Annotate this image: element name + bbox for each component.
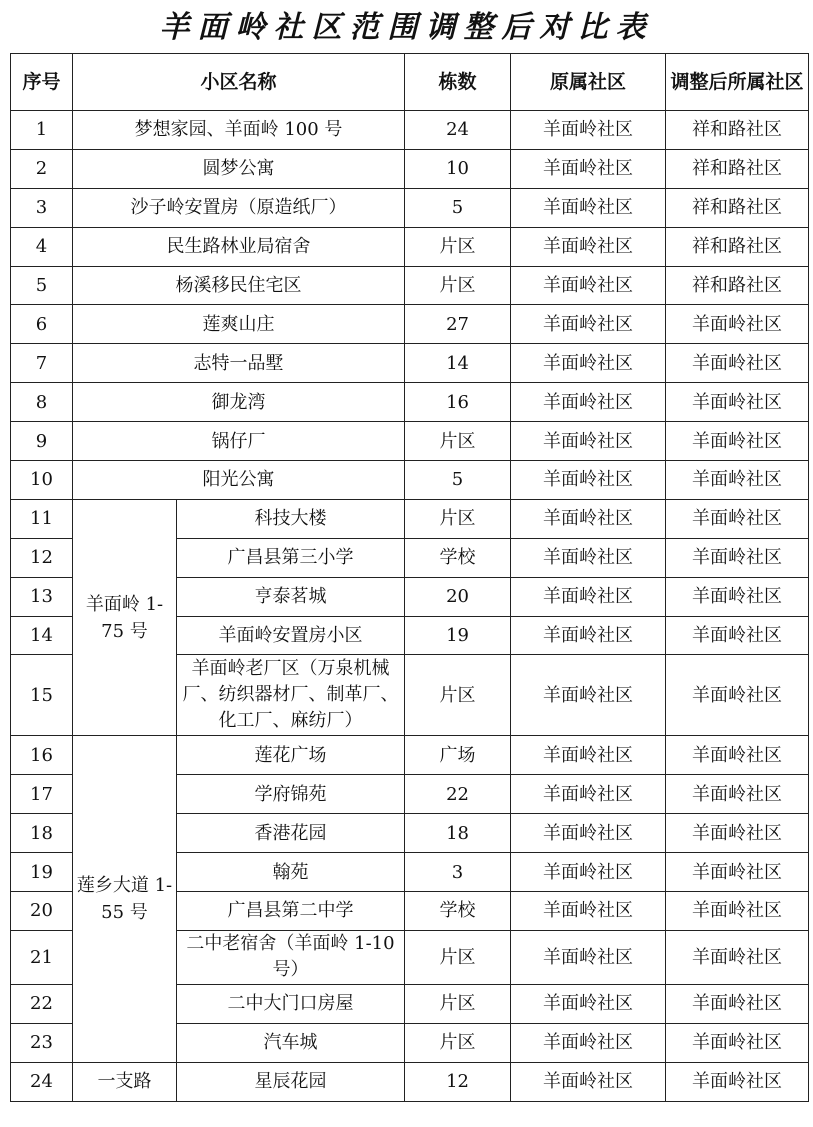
row-new-community: 羊面岭社区 bbox=[666, 344, 809, 383]
table-row bbox=[11, 499, 809, 538]
row-index: 18 bbox=[11, 814, 73, 853]
row-index: 6 bbox=[11, 305, 73, 344]
row-index: 10 bbox=[11, 461, 73, 500]
row-original-community: 羊面岭社区 bbox=[511, 1062, 666, 1101]
row-index: 12 bbox=[11, 538, 73, 577]
row-new-community: 羊面岭社区 bbox=[666, 775, 809, 814]
row-new-community: 祥和路社区 bbox=[666, 149, 809, 188]
row-name: 汽车城 bbox=[177, 1023, 405, 1062]
header-index: 序号 bbox=[11, 54, 73, 111]
row-count: 片区 bbox=[405, 422, 511, 461]
row-name: 御龙湾 bbox=[73, 383, 405, 422]
row-name: 志特一品墅 bbox=[73, 344, 405, 383]
row-new-community: 羊面岭社区 bbox=[666, 1023, 809, 1062]
row-original-community: 羊面岭社区 bbox=[511, 383, 666, 422]
table-row bbox=[11, 149, 809, 188]
row-new-community: 祥和路社区 bbox=[666, 188, 809, 227]
row-original-community: 羊面岭社区 bbox=[511, 422, 666, 461]
row-count: 19 bbox=[405, 616, 511, 655]
row-index: 7 bbox=[11, 344, 73, 383]
row-name: 梦想家园、羊面岭 100 号 bbox=[73, 111, 405, 150]
row-index: 9 bbox=[11, 422, 73, 461]
row-name: 广昌县第二中学 bbox=[177, 892, 405, 931]
row-original-community: 羊面岭社区 bbox=[511, 266, 666, 305]
table-row bbox=[11, 422, 809, 461]
table-row bbox=[11, 227, 809, 266]
row-new-community: 祥和路社区 bbox=[666, 227, 809, 266]
row-count: 20 bbox=[405, 577, 511, 616]
row-count: 3 bbox=[405, 853, 511, 892]
row-index: 20 bbox=[11, 892, 73, 931]
row-index: 21 bbox=[11, 930, 73, 984]
row-new-community: 羊面岭社区 bbox=[666, 736, 809, 775]
row-original-community: 羊面岭社区 bbox=[511, 149, 666, 188]
row-group: 羊面岭 1-75 号 bbox=[73, 499, 177, 736]
row-index: 16 bbox=[11, 736, 73, 775]
row-original-community: 羊面岭社区 bbox=[511, 775, 666, 814]
row-name: 民生路林业局宿舍 bbox=[73, 227, 405, 266]
row-index: 11 bbox=[11, 499, 73, 538]
row-new-community: 羊面岭社区 bbox=[666, 853, 809, 892]
row-count: 16 bbox=[405, 383, 511, 422]
row-count: 学校 bbox=[405, 892, 511, 931]
row-original-community: 羊面岭社区 bbox=[511, 814, 666, 853]
row-new-community: 羊面岭社区 bbox=[666, 422, 809, 461]
row-original-community: 羊面岭社区 bbox=[511, 984, 666, 1023]
row-name: 沙子岭安置房（原造纸厂） bbox=[73, 188, 405, 227]
row-original-community: 羊面岭社区 bbox=[511, 305, 666, 344]
row-original-community: 羊面岭社区 bbox=[511, 892, 666, 931]
row-new-community: 羊面岭社区 bbox=[666, 655, 809, 736]
table-row bbox=[11, 736, 809, 775]
row-new-community: 羊面岭社区 bbox=[666, 1062, 809, 1101]
row-index: 13 bbox=[11, 577, 73, 616]
row-count: 片区 bbox=[405, 984, 511, 1023]
row-original-community: 羊面岭社区 bbox=[511, 577, 666, 616]
row-name: 亨泰茗城 bbox=[177, 577, 405, 616]
row-index: 2 bbox=[11, 149, 73, 188]
row-count: 5 bbox=[405, 188, 511, 227]
row-new-community: 祥和路社区 bbox=[666, 111, 809, 150]
row-index: 14 bbox=[11, 616, 73, 655]
row-new-community: 羊面岭社区 bbox=[666, 461, 809, 500]
row-index: 15 bbox=[11, 655, 73, 736]
row-new-community: 羊面岭社区 bbox=[666, 616, 809, 655]
document-title: 羊面岭社区范围调整后对比表 bbox=[159, 10, 654, 45]
row-name: 香港花园 bbox=[177, 814, 405, 853]
row-new-community: 羊面岭社区 bbox=[666, 305, 809, 344]
row-new-community: 羊面岭社区 bbox=[666, 499, 809, 538]
row-name: 羊面岭老厂区（万泉机械厂、纺织器材厂、制革厂、化工厂、麻纺厂） bbox=[177, 655, 405, 736]
row-group: 一支路 bbox=[73, 1062, 177, 1101]
header-name: 小区名称 bbox=[73, 54, 405, 111]
header-row bbox=[11, 54, 809, 111]
table-row bbox=[11, 1062, 809, 1101]
row-count: 12 bbox=[405, 1062, 511, 1101]
row-original-community: 羊面岭社区 bbox=[511, 188, 666, 227]
row-count: 片区 bbox=[405, 655, 511, 736]
row-original-community: 羊面岭社区 bbox=[511, 853, 666, 892]
row-original-community: 羊面岭社区 bbox=[511, 930, 666, 984]
row-new-community: 羊面岭社区 bbox=[666, 538, 809, 577]
row-name: 阳光公寓 bbox=[73, 461, 405, 500]
row-new-community: 羊面岭社区 bbox=[666, 892, 809, 931]
row-name: 星辰花园 bbox=[177, 1062, 405, 1101]
row-count: 片区 bbox=[405, 930, 511, 984]
row-index: 4 bbox=[11, 227, 73, 266]
row-name: 翰苑 bbox=[177, 853, 405, 892]
row-count: 18 bbox=[405, 814, 511, 853]
row-original-community: 羊面岭社区 bbox=[511, 616, 666, 655]
row-name: 二中大门口房屋 bbox=[177, 984, 405, 1023]
row-name: 圆梦公寓 bbox=[73, 149, 405, 188]
row-original-community: 羊面岭社区 bbox=[511, 655, 666, 736]
row-name: 锅仔厂 bbox=[73, 422, 405, 461]
row-count: 片区 bbox=[405, 1023, 511, 1062]
row-count: 学校 bbox=[405, 538, 511, 577]
header-new-community: 调整后所属社区 bbox=[666, 54, 809, 111]
comparison-table bbox=[10, 53, 809, 1102]
table-row bbox=[11, 305, 809, 344]
row-new-community: 羊面岭社区 bbox=[666, 383, 809, 422]
table-row bbox=[11, 111, 809, 150]
row-count: 27 bbox=[405, 305, 511, 344]
table-row bbox=[11, 188, 809, 227]
row-count: 10 bbox=[405, 149, 511, 188]
row-index: 17 bbox=[11, 775, 73, 814]
table-row bbox=[11, 461, 809, 500]
row-count: 广场 bbox=[405, 736, 511, 775]
row-new-community: 羊面岭社区 bbox=[666, 930, 809, 984]
row-index: 5 bbox=[11, 266, 73, 305]
row-group: 莲乡大道 1-55 号 bbox=[73, 736, 177, 1062]
header-original-community: 原属社区 bbox=[511, 54, 666, 111]
row-name: 二中老宿舍（羊面岭 1-10 号） bbox=[177, 930, 405, 984]
table-row bbox=[11, 266, 809, 305]
row-name: 莲爽山庄 bbox=[73, 305, 405, 344]
row-index: 24 bbox=[11, 1062, 73, 1101]
row-original-community: 羊面岭社区 bbox=[511, 461, 666, 500]
header-count: 栋数 bbox=[405, 54, 511, 111]
row-index: 1 bbox=[11, 111, 73, 150]
row-count: 片区 bbox=[405, 266, 511, 305]
row-original-community: 羊面岭社区 bbox=[511, 227, 666, 266]
row-name: 学府锦苑 bbox=[177, 775, 405, 814]
row-count: 14 bbox=[405, 344, 511, 383]
row-name: 科技大楼 bbox=[177, 499, 405, 538]
row-count: 5 bbox=[405, 461, 511, 500]
row-index: 8 bbox=[11, 383, 73, 422]
row-original-community: 羊面岭社区 bbox=[511, 736, 666, 775]
row-count: 片区 bbox=[405, 499, 511, 538]
row-name: 莲花广场 bbox=[177, 736, 405, 775]
row-original-community: 羊面岭社区 bbox=[511, 499, 666, 538]
row-original-community: 羊面岭社区 bbox=[511, 344, 666, 383]
row-new-community: 羊面岭社区 bbox=[666, 577, 809, 616]
row-count: 22 bbox=[405, 775, 511, 814]
row-original-community: 羊面岭社区 bbox=[511, 111, 666, 150]
row-original-community: 羊面岭社区 bbox=[511, 538, 666, 577]
row-name: 广昌县第三小学 bbox=[177, 538, 405, 577]
row-index: 22 bbox=[11, 984, 73, 1023]
row-original-community: 羊面岭社区 bbox=[511, 1023, 666, 1062]
row-count: 24 bbox=[405, 111, 511, 150]
row-index: 3 bbox=[11, 188, 73, 227]
row-name: 杨溪移民住宅区 bbox=[73, 266, 405, 305]
table-row bbox=[11, 344, 809, 383]
row-index: 23 bbox=[11, 1023, 73, 1062]
table-row bbox=[11, 383, 809, 422]
row-new-community: 祥和路社区 bbox=[666, 266, 809, 305]
row-new-community: 羊面岭社区 bbox=[666, 984, 809, 1023]
row-name: 羊面岭安置房小区 bbox=[177, 616, 405, 655]
row-index: 19 bbox=[11, 853, 73, 892]
row-count: 片区 bbox=[405, 227, 511, 266]
row-new-community: 羊面岭社区 bbox=[666, 814, 809, 853]
